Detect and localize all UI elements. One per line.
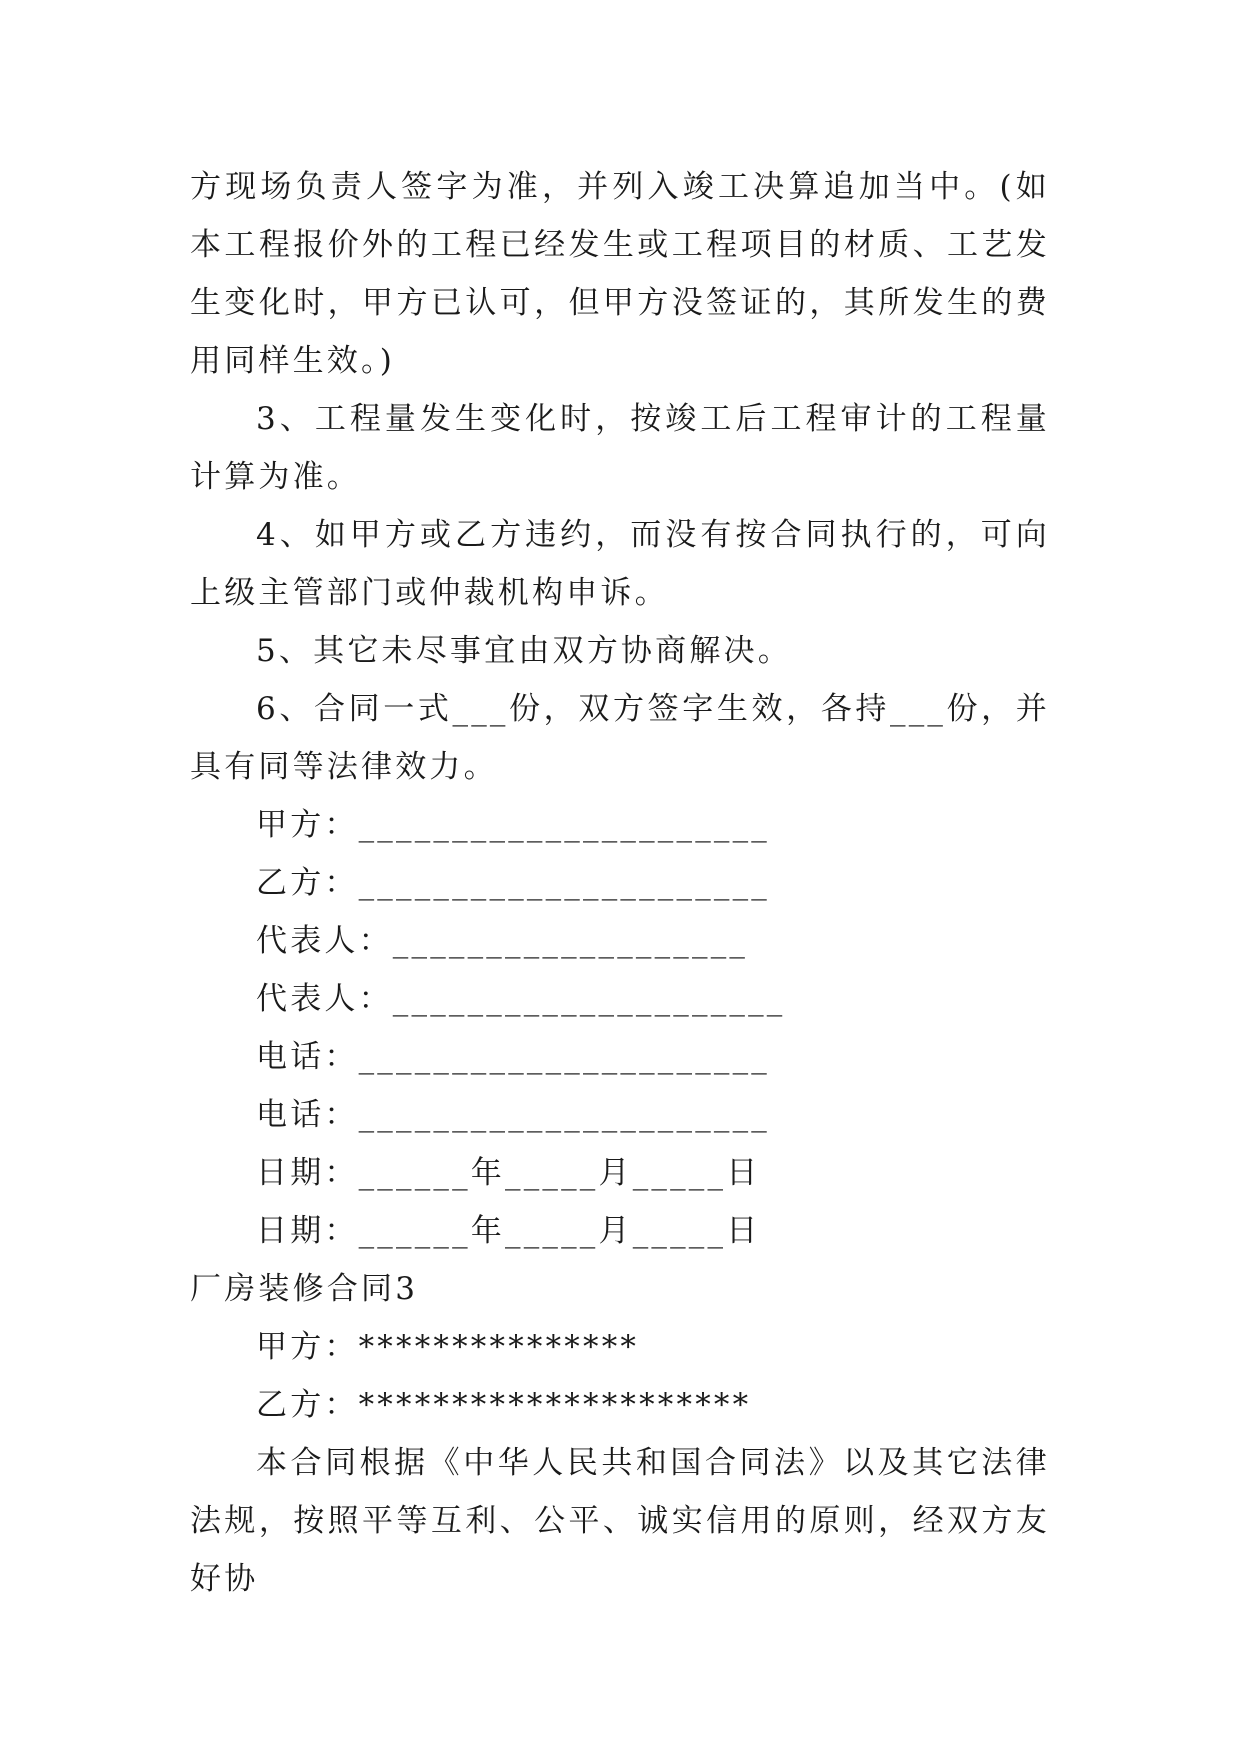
document-body bbox=[190, 158, 1050, 1608]
intro-paragraph: 本合同根据《中华人民共和国合同法》以及其它法律法规，按照平等互利、公平、诚实信用的原则，经双方友好协 bbox=[190, 1445, 1050, 1597]
clause-4: 4、如甲方或乙方违约，而没有按合同执行的，可向上级主管部门或仲裁机构申诉。 bbox=[190, 517, 1050, 611]
representative-b-field: 代表人：_____________________ bbox=[256, 981, 786, 1017]
party-a-signature-field: 甲方：______________________ bbox=[256, 807, 770, 843]
section-title: 厂房装修合同3 bbox=[190, 1271, 419, 1307]
phone-a-field: 电话：______________________ bbox=[256, 1039, 770, 1075]
signature-block bbox=[190, 796, 1050, 1260]
party-b-line: 乙方：********************* bbox=[256, 1387, 752, 1423]
clause-3: 3、工程量发生变化时，按竣工后工程审计的工程量计算为准。 bbox=[190, 401, 1050, 495]
party-a-line: 甲方：*************** bbox=[256, 1329, 640, 1365]
date-b-field: 日期：______年_____月_____日 bbox=[256, 1213, 761, 1249]
clause-6: 6、合同一式___份，双方签字生效，各持___份，并具有同等法律效力。 bbox=[190, 691, 1050, 785]
date-a-field: 日期：______年_____月_____日 bbox=[256, 1155, 761, 1191]
party-b-signature-field: 乙方：______________________ bbox=[256, 865, 770, 901]
parties-block bbox=[190, 1318, 1050, 1434]
paragraph-continuation: 方现场负责人签字为准，并列入竣工决算追加当中。(如本工程报价外的工程已经发生或工程项目的材质、工艺发生变化时，甲方已认可，但甲方没签证的，其所发生的费用同样生效。) bbox=[190, 169, 1050, 379]
representative-a-field: 代表人：___________________ bbox=[256, 923, 749, 959]
clause-5: 5、其它未尽事宜由双方协商解决。 bbox=[256, 633, 792, 669]
phone-b-field: 电话：______________________ bbox=[256, 1097, 770, 1133]
